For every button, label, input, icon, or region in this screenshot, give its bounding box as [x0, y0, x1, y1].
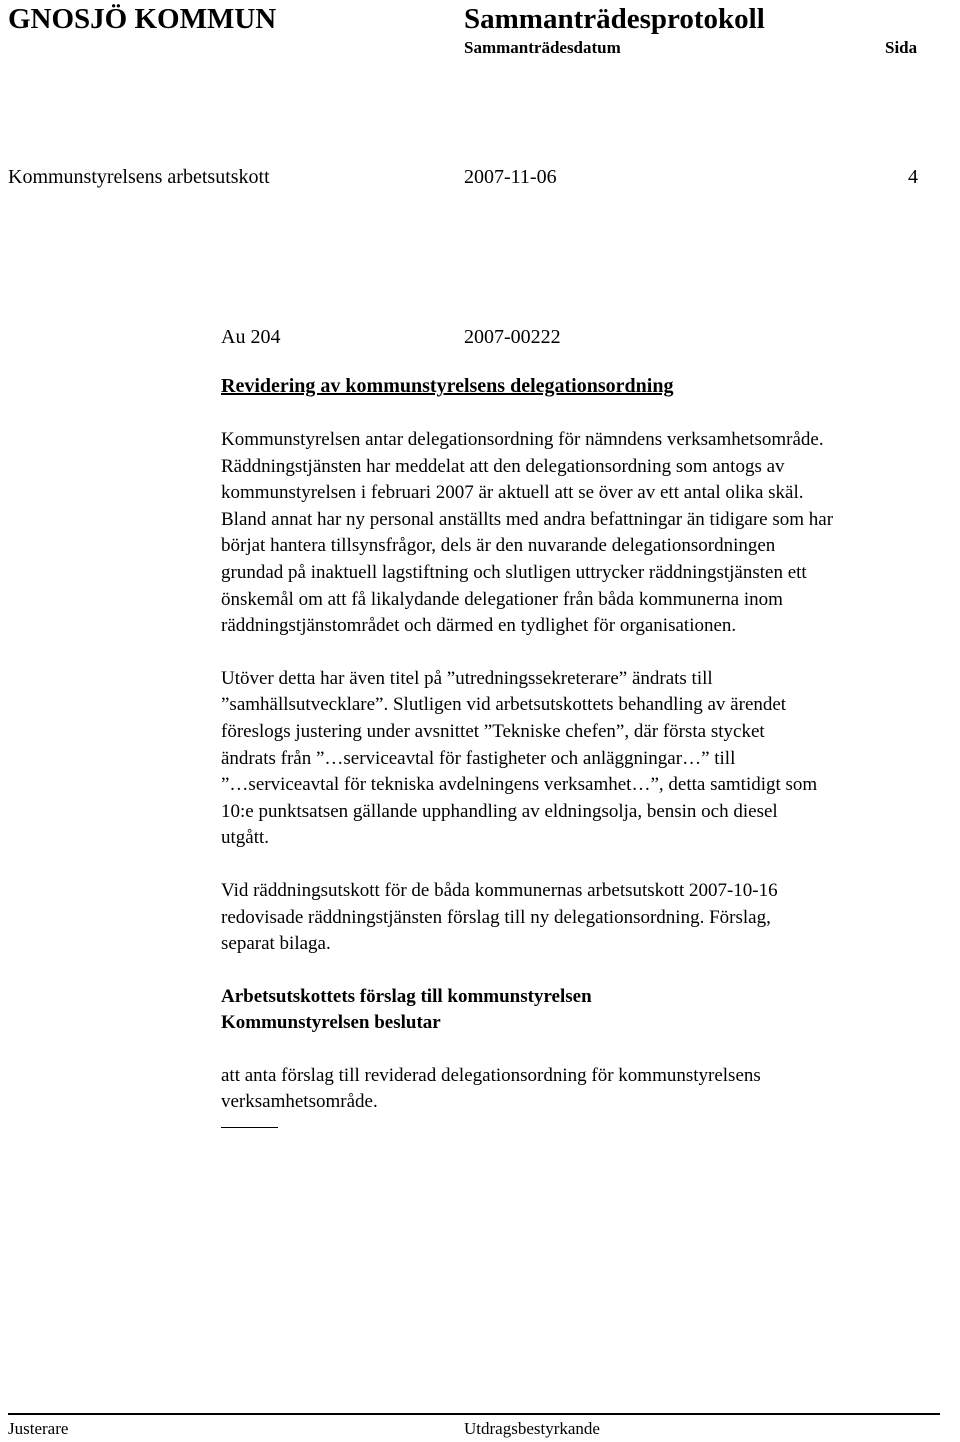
- meeting-date: 2007-11-06: [464, 166, 557, 188]
- meeting-body: Kommunstyrelsens arbetsutskott: [8, 166, 270, 188]
- text-line: ”…serviceavtal för tekniska avdelningens verksamhet…”, detta samtidigt som: [221, 774, 818, 796]
- paragraph: [221, 878, 959, 958]
- paragraph: [221, 666, 959, 852]
- text-line: grundad på inaktuell lagstiftning och slutligen uttrycker räddningstjänsten ett: [221, 561, 807, 583]
- text-line: börjat hantera tillsynsfrågor, dels är den nuvarande delegationsordningen: [221, 535, 776, 557]
- text-line: Bland annat har ny personal anställts med andra befattningar än tidigare som har: [221, 508, 834, 530]
- page-number: 4: [908, 166, 918, 188]
- case-number: Au 204: [221, 326, 281, 348]
- paragraph: [221, 427, 959, 640]
- footer-justerare-label: Justerare: [8, 1419, 69, 1438]
- text-line: Räddningstjänsten har meddelat att den delegationsordning som antogs av: [221, 455, 785, 477]
- text-line: räddningstjänstområdet och därmed en tydlighet för organisationen.: [221, 615, 737, 637]
- text-line: redovisade räddningstjänsten förslag till ny delegationsordning. Förslag,: [221, 906, 771, 928]
- text-line: separat bilaga.: [221, 933, 331, 955]
- meeting-date-label: Sammanträdesdatum: [464, 38, 621, 57]
- footer-utdrag-label: Utdragsbestyrkande: [464, 1419, 600, 1438]
- text-line: ”samhällsutvecklare”. Slutligen vid arbetsutskottets behandling av ärendet: [221, 694, 787, 716]
- footer-rule: [8, 1413, 940, 1415]
- text-line: Utöver detta har även titel på ”utredningssekreterare” ändrats till: [221, 667, 713, 689]
- organization-name: GNOSJÖ KOMMUN: [8, 3, 277, 35]
- case-title: Revidering av kommunstyrelsens delegationsordning: [221, 375, 674, 397]
- text-line: Kommunstyrelsen antar delegationsordning för nämndens verksamhetsområde.: [221, 429, 824, 450]
- text-line: föreslogs justering under avsnittet ”Tekniske chefen”, där första stycket: [221, 720, 765, 742]
- text-line: att anta förslag till reviderad delegationsordning för kommunstyrelsens: [221, 1064, 761, 1086]
- text-line: Vid räddningsutskott för de båda kommunernas arbetsutskott 2007-10-16: [221, 879, 778, 901]
- text-line: önskemål om att få likalydande delegationer från båda kommunerna inom: [221, 588, 783, 610]
- proposal-heading: Arbetsutskottets förslag till kommunstyrelsen: [221, 985, 592, 1007]
- decision-text: [221, 1063, 959, 1116]
- text-line: kommunstyrelsen i februari 2007 är aktuell att se över av ett antal olika skäl.: [221, 482, 804, 504]
- text-line: utgått.: [221, 827, 270, 849]
- page-label: Sida: [885, 38, 918, 57]
- case-body: [221, 427, 959, 1116]
- decision-heading: Kommunstyrelsen beslutar: [221, 1012, 441, 1034]
- text-line: ändrats från ”…serviceavtal för fastigheter och anläggningar…” till: [221, 747, 736, 769]
- case-id: 2007-00222: [464, 326, 561, 348]
- text-line: 10:e punktsatsen gällande upphandling av eldningsolja, bensin och diesel: [221, 800, 778, 822]
- document-title: Sammanträdesprotokoll: [464, 3, 765, 35]
- text-line: verksamhetsområde.: [221, 1091, 378, 1113]
- section-separator: [221, 1127, 278, 1128]
